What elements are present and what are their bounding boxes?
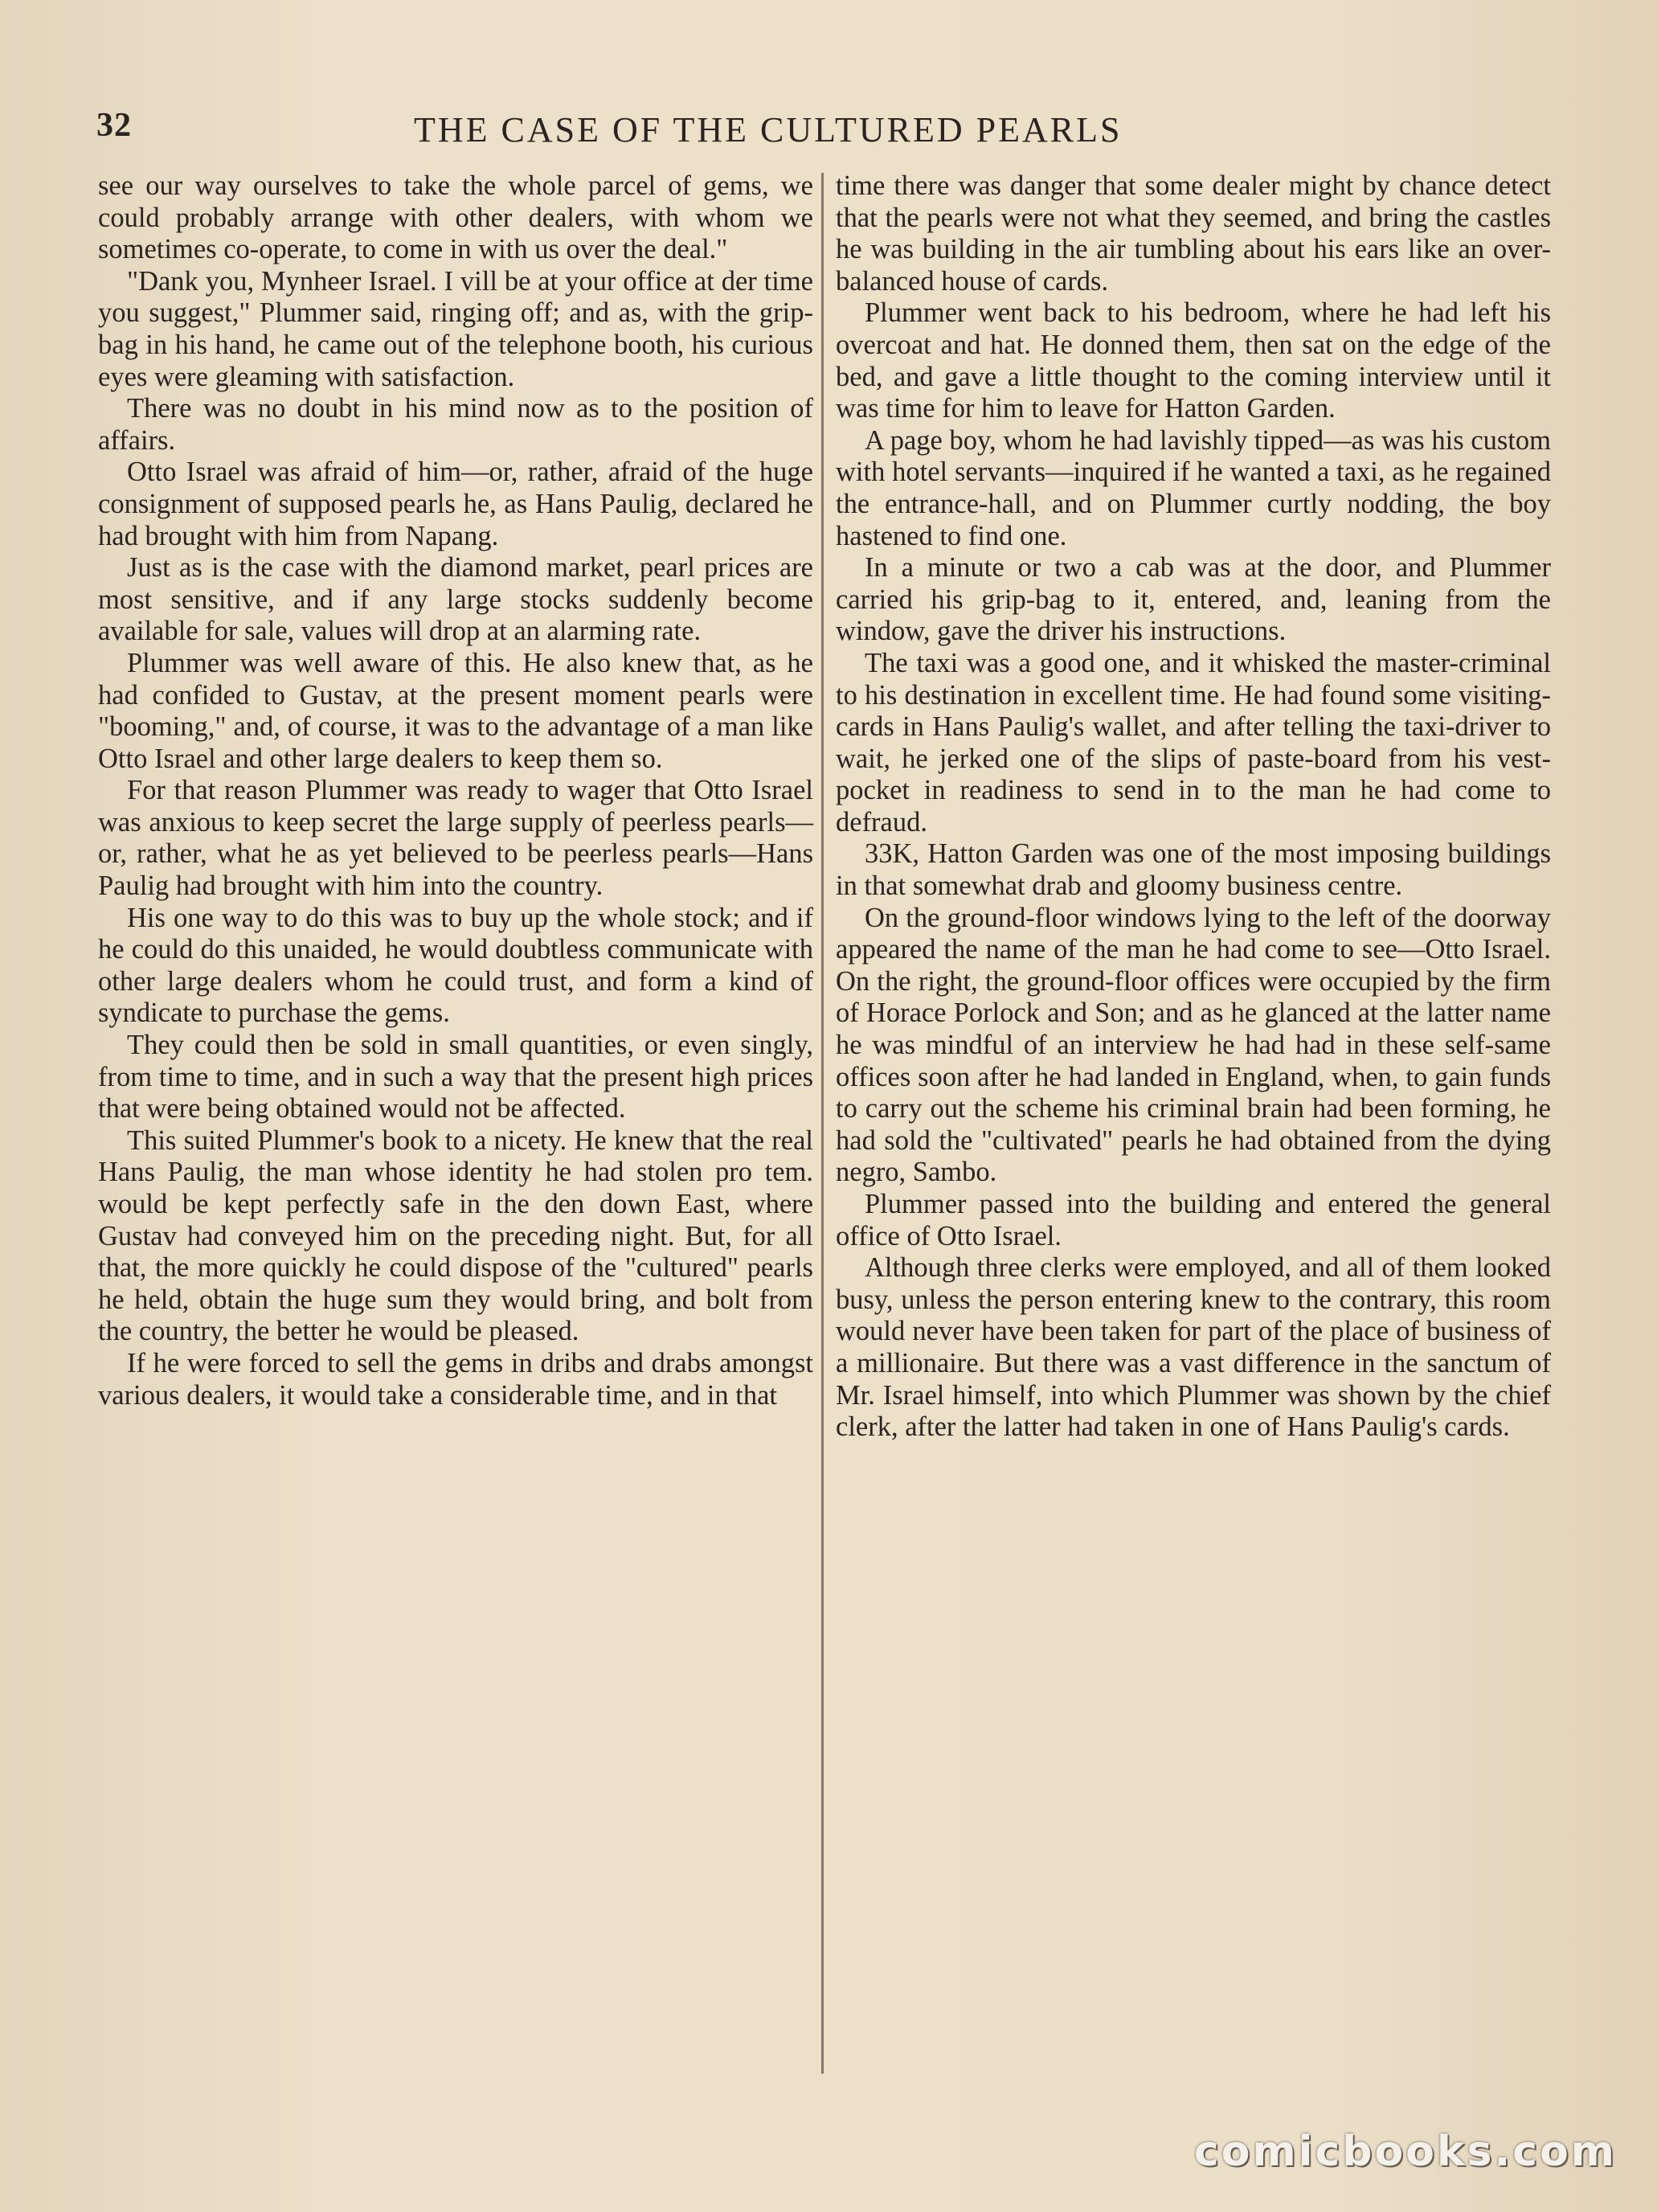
paragraph: This suited Plummer's book to a nicety. He knew that the real Hans Paulig, the man whose identity he had stolen pro tem. would be kept perfectly safe in the den down East, where Gustav had conveyed him on the preceding night. But, for all that, the more quickly he could dispose of the "cultured" pearls he held, obtain the huge sum they would bring, and bolt from the country, the better he would be pleased. xyxy=(98,1124,813,1347)
paragraph: "Dank you, Mynheer Israel. I vill be at your office at der time you suggest," Plummer said, ringing off; and as, with the grip-bag in his hand, he came out of the telephone booth, his curious eyes were gleaming with satisfaction. xyxy=(98,265,813,392)
paragraph: time there was danger that some dealer might by chance detect that the pearls were not what they seemed, and bring the castles he was building in the air tumbling about his ears like an over-balanced house of cards. xyxy=(836,170,1551,297)
paragraph: If he were forced to sell the gems in dribs and drabs amongst various dealers, it would take a considerable time, and in that xyxy=(98,1347,813,1411)
page-header xyxy=(96,106,1221,162)
paragraph: A page boy, whom he had lavishly tipped—as was his custom with hotel servants—inquired if he wanted a taxi, as he regained the entrance-hall, and on Plummer curtly nodding, the boy hastened to find one. xyxy=(836,424,1551,551)
paragraph: They could then be sold in small quantities, or even singly, from time to time, and in such a way that the present high prices that were being obtained would not be affected. xyxy=(98,1030,813,1124)
paragraph: Just as is the case with the diamond market, pearl prices are most sensitive, and if any large stocks suddenly become available for sale, values will drop at an alarming rate. xyxy=(98,552,813,647)
running-title: THE CASE OF THE CULTURED PEARLS xyxy=(414,110,1123,150)
paragraph: There was no doubt in his mind now as to the position of affairs. xyxy=(98,393,813,456)
paragraph: Plummer passed into the building and entered the general office of Otto Israel. xyxy=(836,1189,1551,1251)
right-column xyxy=(836,170,1551,1444)
column-divider xyxy=(821,173,824,2074)
paragraph: In a minute or two a cab was at the door, and Plummer carried his grip-bag to it, entered, and, leaning from the window, gave the driver his instructions. xyxy=(836,552,1551,647)
paragraph: The taxi was a good one, and it whisked the master-criminal to his destination in excellent time. He had found some visiting-cards in Hans Paulig's wallet, and after telling the taxi-driver to wait, he jerked one of the slips of paste-board from his vest-pocket in readiness to send in to the man he had come to defraud. xyxy=(836,647,1551,838)
paragraph: Otto Israel was afraid of him—or, rather, afraid of the huge consignment of supposed pearls he, as Hans Paulig, declared he had brought with him from Napang. xyxy=(98,457,813,551)
paragraph: For that reason Plummer was ready to wager that Otto Israel was anxious to keep secret the large supply of peerless pearls—or, rather, what he as yet believed to be peerless pearls—Hans Paulig had brought with him into the country. xyxy=(98,775,813,902)
paragraph: see our way ourselves to take the whole parcel of gems, we could probably arrange with other dealers, with whom we sometimes co-operate, to come in with us over the deal." xyxy=(98,170,813,265)
paragraph: On the ground-floor windows lying to the left of the doorway appeared the name of the man he had come to see—Otto Israel. On the right, the ground-floor offices were occupied by the firm of Horace Porlock and Son; and as he glanced at the latter name he was mindful of an interview he had had in these self-same offices soon after he had landed in England, when, to gain funds to carry out the scheme his criminal brain had been forming, he had sold the "cultivated" pearls he had obtained from the dying negro, Sambo. xyxy=(836,902,1551,1188)
paragraph: 33K, Hatton Garden was one of the most imposing buildings in that somewhat drab and gloomy business centre. xyxy=(836,838,1551,902)
page-number: 32 xyxy=(96,107,132,144)
paragraph: Plummer went back to his bedroom, where he had left his overcoat and hat. He donned them, then sat on the edge of the bed, and gave a little thought to the coming interview until it was time for him to leave for Hatton Garden. xyxy=(836,297,1551,424)
paragraph: Although three clerks were employed, and all of them looked busy, unless the person entering knew to the contrary, this room would never have been taken for part of the place of business of a millionaire. But there was a vast difference in the sanctum of Mr. Israel himself, into which Plummer was shown by the chief clerk, after the latter had taken in one of Hans Paulig's cards. xyxy=(836,1252,1551,1443)
paragraph: Plummer was well aware of this. He also knew that, as he had confided to Gustav, at the present moment pearls were "booming," and, of course, it was to the advantage of a man like Otto Israel and other large dealers to keep them so. xyxy=(98,647,813,774)
left-column xyxy=(98,170,813,1411)
watermark: comicbooks.com xyxy=(1193,2128,1617,2176)
paragraph: His one way to do this was to buy up the whole stock; and if he could do this unaided, he would doubtless communicate with other large dealers whom he could trust, and form a kind of syndicate to purchase the gems. xyxy=(98,902,813,1029)
